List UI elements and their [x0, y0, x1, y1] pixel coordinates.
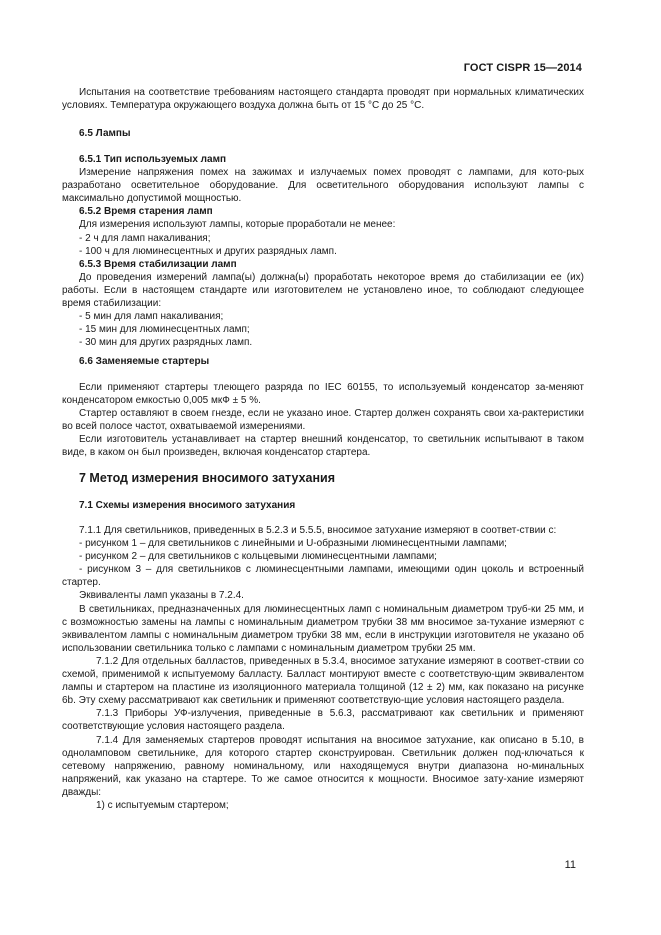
section-6-5-3-text: До проведения измерений лампа(ы) должна(ы) проработать некоторое время до стабилизации ее (их) работы. Если в настоящем стандарте или изготовителем не установлено иное, то соблюдают следующее время стабилизации:: [62, 271, 584, 310]
section-7-1-body: [62, 524, 584, 812]
paragraph: 7.1.1 Для светильников, приведенных в 5.2.3 и 5.5.5, вносимое затухание измеряют в соответ-ствии с:: [79, 525, 557, 536]
section-6-6-title: 6.6 Заменяемые стартеры: [79, 356, 210, 367]
paragraph: Если применяют стартеры тлеющего разряда по IEC 60155, то используемый конденсатор за-меняют конденсатором емкостью 0,005 мкФ ± 5 %.: [62, 382, 584, 407]
list-item: - 2 ч для ламп накаливания;: [79, 232, 211, 244]
list-item: - 100 ч для люминесцентных и других разрядных ламп.: [79, 245, 337, 257]
list-item: - 5 мин для ламп накаливания;: [79, 311, 224, 323]
section-6-5-2-title: 6.5.2 Время старения ламп: [79, 206, 213, 218]
paragraph: 1) с испытуемым стартером;: [96, 799, 229, 811]
list-item: - 30 мин для других разрядных ламп.: [79, 337, 253, 349]
section-6-5: [62, 127, 584, 140]
section-6-5-1-title: 6.5.1 Тип используемых ламп: [79, 154, 227, 165]
list-item: - рисунком 1 – для светильников с линейными и U-образными люминесцентными лампами;: [79, 538, 507, 550]
section-6-5-title: 6.5 Лампы: [79, 128, 131, 139]
section-7-1: [62, 499, 584, 512]
section-7-1-title: 7.1 Схемы измерения вносимого затухания: [79, 500, 296, 511]
section-6-5-1-text: Измерение напряжения помех на зажимах и излучаемых помех проводят с лампами, для кото-рых разработано осветительное оборудование. Для осветительного оборудования используют лампы с максимально допустимой мощностью.: [62, 167, 584, 205]
section-6-6-body: [62, 381, 584, 460]
document-code-header: ГОСТ CISPR 15—2014: [463, 62, 582, 74]
paragraph: Стартер оставляют в своем гнезде, если не указано иное. Стартер должен сохранять свои ха-рактеристики во всей полосе частот, охватываемой измерениями.: [62, 408, 584, 433]
paragraph: 7.1.3 Приборы УФ-излучения, приведенные в 5.6.3, рассматривают как светильник и применяют соответствующие условия настоящего раздела.: [62, 708, 584, 733]
list-item: - рисунком 3 – для светильников с люминесцентными лампами, имеющими один цоколь и встроенный стартер.: [62, 564, 584, 589]
intro-paragraph: Испытания на соответствие требованиям настоящего стандарта проводят при нормальных климатических условиях. Температура окружающего воздуха должна быть от 15 °С до 25 °С.: [62, 87, 584, 112]
intro-block: [62, 86, 584, 112]
section-6-5-3-title: 6.5.3 Время стабилизации ламп: [79, 258, 237, 270]
list-item: - 15 мин для люминесцентных ламп;: [79, 324, 250, 336]
section-6-5-2-text: Для измерения используют лампы, которые проработали не менее:: [79, 219, 396, 231]
paragraph: 7.1.4 Для заменяемых стартеров проводят испытания на вносимое затухание, как описано в 5.10, в одноламповом светильнике, для которого стартер сконструирован. Светильник должен под-ключаться к сетевому напряжению, равному номинальному, или находящемуся внутри диапазона но-минальных напряжений, как указано на стартере. То же самое относится к мощности. Вносимое зату-хание измеряют дважды:: [62, 734, 584, 798]
paragraph: В светильниках, предназначенных для люминесцентных ламп с номинальным диаметром труб-ки 25 мм, и с возможностью замены на лампы с номинальным диаметром трубки 38 мм вносимое за-тухание измеряют с эквивалентом лампы с номинальным диаметром трубки 38 мм, если в инструкции изготовителя не указано об использовании светильника только с лампами с номинальным диаметром трубки 25 мм.: [62, 603, 584, 654]
paragraph: Если изготовитель устанавливает на стартер внешний конденсатор, то светильник испытывают в таком виде, в каком он был произведен, включая конденсатор стартера.: [62, 434, 584, 459]
section-6-6: [62, 355, 584, 368]
paragraph: Эквиваленты ламп указаны в 7.2.4.: [79, 590, 244, 602]
paragraph: 7.1.2 Для отдельных балластов, приведенных в 5.3.4, вносимое затухание измеряют в соответ-ствии со схемой, применимой к испытуемому балласту. Балласт монтируют вместе с соответствую-щим эквивалентом лампы и стартером на пластине из изоляционного материала толщиной (12 ± 2) мм, как показано на рисунке 6b. Эту схему рассматривают как светильник и применяют соответствую-щие условия настоящего раздела.: [62, 655, 584, 707]
list-item: - рисунком 2 – для светильников с кольцевыми люминесцентными лампами;: [79, 551, 437, 563]
section-7-title: 7 Метод измерения вносимого затухания: [79, 471, 336, 485]
page-number: 11: [564, 859, 576, 871]
section-7: [62, 472, 584, 485]
section-6-5-body: [62, 153, 584, 349]
